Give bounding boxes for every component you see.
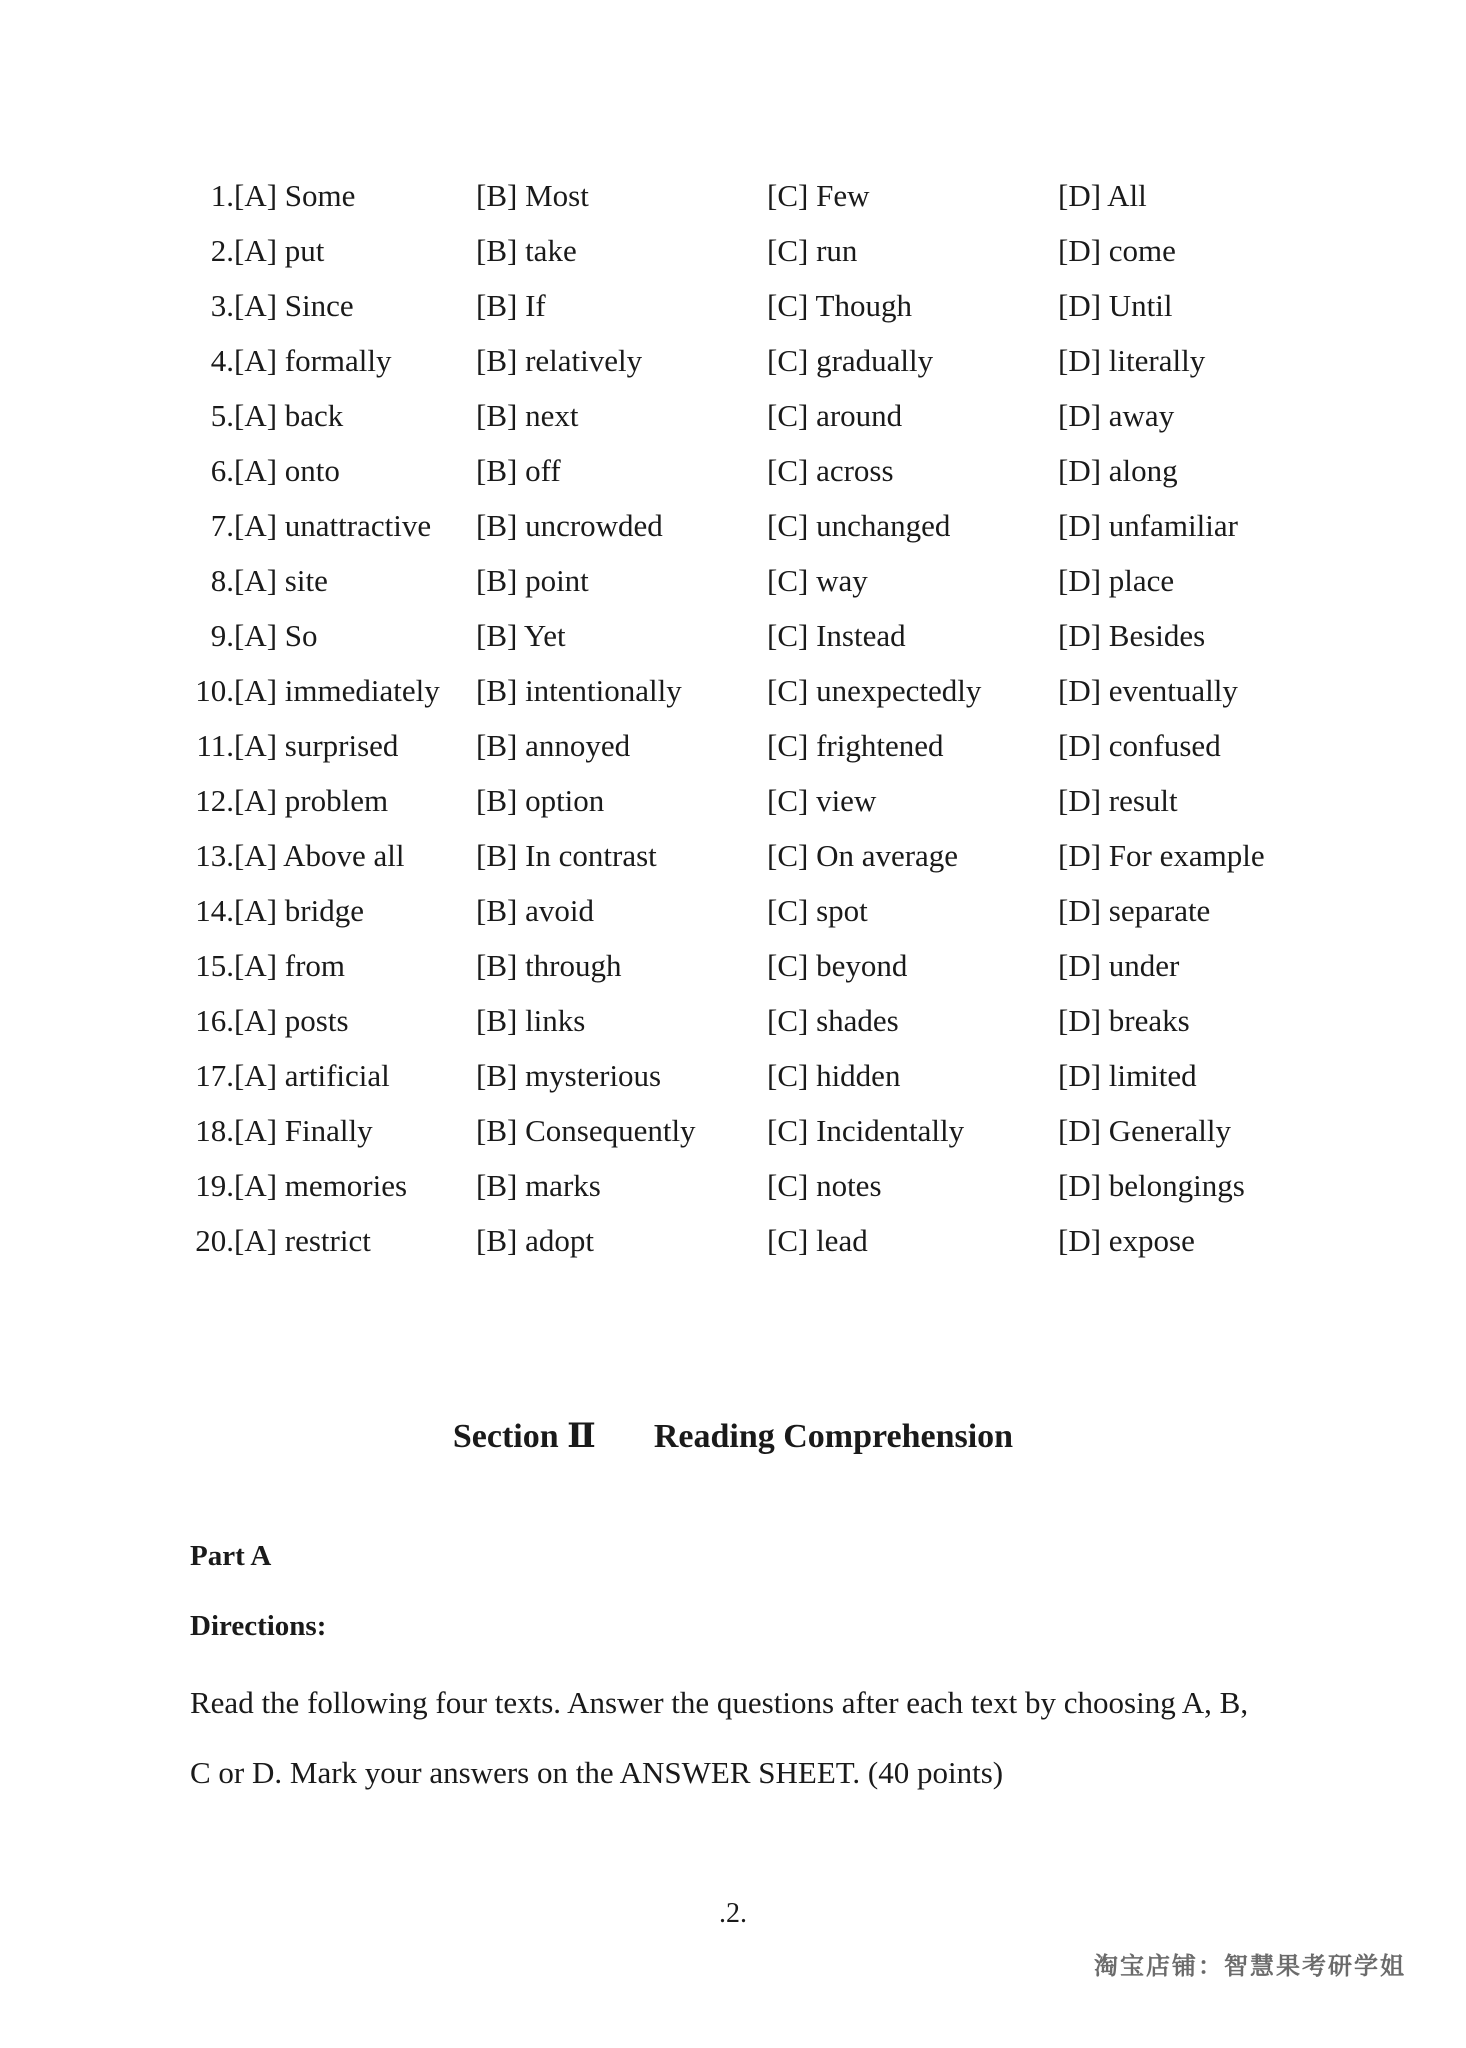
option-a: [A] Since bbox=[234, 288, 354, 323]
question-number: 10. bbox=[195, 673, 234, 708]
option-c: [C] around bbox=[767, 398, 903, 433]
question-number: 17. bbox=[195, 1058, 234, 1093]
option-d: [D] breaks bbox=[1058, 1003, 1190, 1038]
question-number: 9. bbox=[210, 618, 234, 653]
option-c: [C] notes bbox=[767, 1168, 882, 1203]
option-c: [C] run bbox=[767, 233, 858, 268]
option-b: [B] annoyed bbox=[476, 728, 631, 763]
option-a: [A] posts bbox=[234, 1003, 349, 1038]
question-row bbox=[188, 773, 1308, 828]
option-b: [B] Consequently bbox=[476, 1113, 696, 1148]
part-label: Part A bbox=[190, 1540, 272, 1572]
question-row bbox=[188, 828, 1308, 883]
option-b: [B] avoid bbox=[476, 893, 594, 928]
option-a: [A] So bbox=[234, 618, 318, 653]
option-c: [C] frightened bbox=[767, 728, 944, 763]
option-a: [A] back bbox=[234, 398, 344, 433]
option-c: [C] Instead bbox=[767, 618, 906, 653]
question-row bbox=[188, 443, 1308, 498]
option-d: [D] expose bbox=[1058, 1223, 1195, 1258]
section-heading bbox=[0, 1412, 1466, 1462]
question-number: 18. bbox=[195, 1113, 234, 1148]
question-row bbox=[188, 223, 1308, 278]
option-b: [B] next bbox=[476, 398, 579, 433]
option-b: [B] take bbox=[476, 233, 577, 268]
option-d: [D] result bbox=[1058, 783, 1178, 818]
question-row bbox=[188, 168, 1308, 223]
option-d: [D] Besides bbox=[1058, 618, 1206, 653]
option-d: [D] Until bbox=[1058, 288, 1173, 323]
question-row bbox=[188, 938, 1308, 993]
question-row bbox=[188, 333, 1308, 388]
question-row bbox=[188, 388, 1308, 443]
option-a: [A] memories bbox=[234, 1168, 408, 1203]
option-d: [D] place bbox=[1058, 563, 1175, 598]
question-row bbox=[188, 1158, 1308, 1213]
question-row bbox=[188, 1213, 1308, 1268]
option-c: [C] across bbox=[767, 453, 894, 488]
question-number: 15. bbox=[195, 948, 234, 983]
option-c: [C] unchanged bbox=[767, 508, 951, 543]
question-number: 4. bbox=[210, 343, 234, 378]
option-c: [C] hidden bbox=[767, 1058, 901, 1093]
option-a: [A] Finally bbox=[234, 1113, 373, 1148]
question-row bbox=[188, 718, 1308, 773]
option-c: [C] lead bbox=[767, 1223, 868, 1258]
directions-label: Directions: bbox=[190, 1610, 327, 1642]
option-a: [A] restrict bbox=[234, 1223, 371, 1258]
option-b: [B] marks bbox=[476, 1168, 601, 1203]
option-c: [C] view bbox=[767, 783, 877, 818]
option-b: [B] option bbox=[476, 783, 605, 818]
option-c: [C] Though bbox=[767, 288, 912, 323]
question-number: 7. bbox=[210, 508, 234, 543]
option-d: [D] eventually bbox=[1058, 673, 1238, 708]
option-d: [D] unfamiliar bbox=[1058, 508, 1238, 543]
option-d: [D] Generally bbox=[1058, 1113, 1231, 1148]
option-d: [D] limited bbox=[1058, 1058, 1197, 1093]
option-a: [A] from bbox=[234, 948, 346, 983]
question-number: 20. bbox=[195, 1223, 234, 1258]
option-c: [C] Few bbox=[767, 178, 870, 213]
directions-line: C or D. Mark your answers on the ANSWER SHEET. (40 points) bbox=[190, 1755, 1004, 1790]
option-d: [D] away bbox=[1058, 398, 1175, 433]
option-a: [A] Above all bbox=[234, 838, 405, 873]
option-a: [A] unattractive bbox=[234, 508, 432, 543]
option-b: [B] off bbox=[476, 453, 561, 488]
option-a: [A] onto bbox=[234, 453, 340, 488]
option-d: [D] For example bbox=[1058, 838, 1265, 873]
question-row bbox=[188, 1103, 1308, 1158]
question-number: 3. bbox=[210, 288, 234, 323]
question-row bbox=[188, 498, 1308, 553]
question-number: 6. bbox=[210, 453, 234, 488]
option-b: [B] In contrast bbox=[476, 838, 657, 873]
option-b: [B] mysterious bbox=[476, 1058, 662, 1093]
option-d: [D] All bbox=[1058, 178, 1147, 213]
option-d: [D] come bbox=[1058, 233, 1176, 268]
question-number: 13. bbox=[195, 838, 234, 873]
option-c: [C] beyond bbox=[767, 948, 908, 983]
option-d: [D] separate bbox=[1058, 893, 1211, 928]
option-c: [C] spot bbox=[767, 893, 868, 928]
option-d: [D] under bbox=[1058, 948, 1180, 983]
option-c: [C] way bbox=[767, 563, 868, 598]
option-b: [B] intentionally bbox=[476, 673, 682, 708]
option-b: [B] If bbox=[476, 288, 546, 323]
question-number: 1. bbox=[210, 178, 234, 213]
question-number: 2. bbox=[210, 233, 234, 268]
question-row bbox=[188, 883, 1308, 938]
directions-text bbox=[190, 1668, 1290, 1808]
question-row bbox=[188, 1048, 1308, 1103]
question-number: 14. bbox=[195, 893, 234, 928]
option-d: [D] along bbox=[1058, 453, 1178, 488]
option-b: [B] relatively bbox=[476, 343, 643, 378]
option-b: [B] point bbox=[476, 563, 589, 598]
question-row bbox=[188, 663, 1308, 718]
option-a: [A] put bbox=[234, 233, 325, 268]
option-c: [C] On average bbox=[767, 838, 959, 873]
option-a: [A] bridge bbox=[234, 893, 364, 928]
question-number: 11. bbox=[196, 728, 234, 763]
question-number: 12. bbox=[195, 783, 234, 818]
question-row bbox=[188, 553, 1308, 608]
question-number: 16. bbox=[195, 1003, 234, 1038]
question-row bbox=[188, 608, 1308, 663]
option-d: [D] literally bbox=[1058, 343, 1206, 378]
option-c: [C] unexpectedly bbox=[767, 673, 982, 708]
option-a: [A] immediately bbox=[234, 673, 440, 708]
option-d: [D] belongings bbox=[1058, 1168, 1245, 1203]
option-d: [D] confused bbox=[1058, 728, 1221, 763]
question-number: 19. bbox=[195, 1168, 234, 1203]
section-title: Reading Comprehension bbox=[653, 1418, 1014, 1455]
shop-watermark: 淘宝店铺：智慧果考研学姐 bbox=[1094, 1952, 1406, 1980]
option-c: [C] gradually bbox=[767, 343, 934, 378]
option-b: [B] uncrowded bbox=[476, 508, 663, 543]
question-number: 8. bbox=[210, 563, 234, 598]
question-row bbox=[188, 278, 1308, 333]
option-a: [A] artificial bbox=[234, 1058, 390, 1093]
question-number: 5. bbox=[210, 398, 234, 433]
option-b: [B] through bbox=[476, 948, 622, 983]
option-a: [A] formally bbox=[234, 343, 392, 378]
option-b: [B] links bbox=[476, 1003, 586, 1038]
option-a: [A] Some bbox=[234, 178, 356, 213]
directions-line: Read the following four texts. Answer the questions after each text by choosing A, B, bbox=[190, 1685, 1249, 1720]
option-b: [B] Most bbox=[476, 178, 589, 213]
option-c: [C] shades bbox=[767, 1003, 899, 1038]
section-label: Section Ⅱ bbox=[452, 1418, 596, 1455]
option-b: [B] Yet bbox=[476, 618, 566, 653]
option-a: [A] site bbox=[234, 563, 328, 598]
question-row bbox=[188, 993, 1308, 1048]
option-b: [B] adopt bbox=[476, 1223, 594, 1258]
page-number: .2. bbox=[719, 1898, 747, 1929]
option-a: [A] surprised bbox=[234, 728, 399, 763]
option-a: [A] problem bbox=[234, 783, 389, 818]
option-c: [C] Incidentally bbox=[767, 1113, 965, 1148]
cloze-options-list bbox=[188, 168, 1308, 1268]
